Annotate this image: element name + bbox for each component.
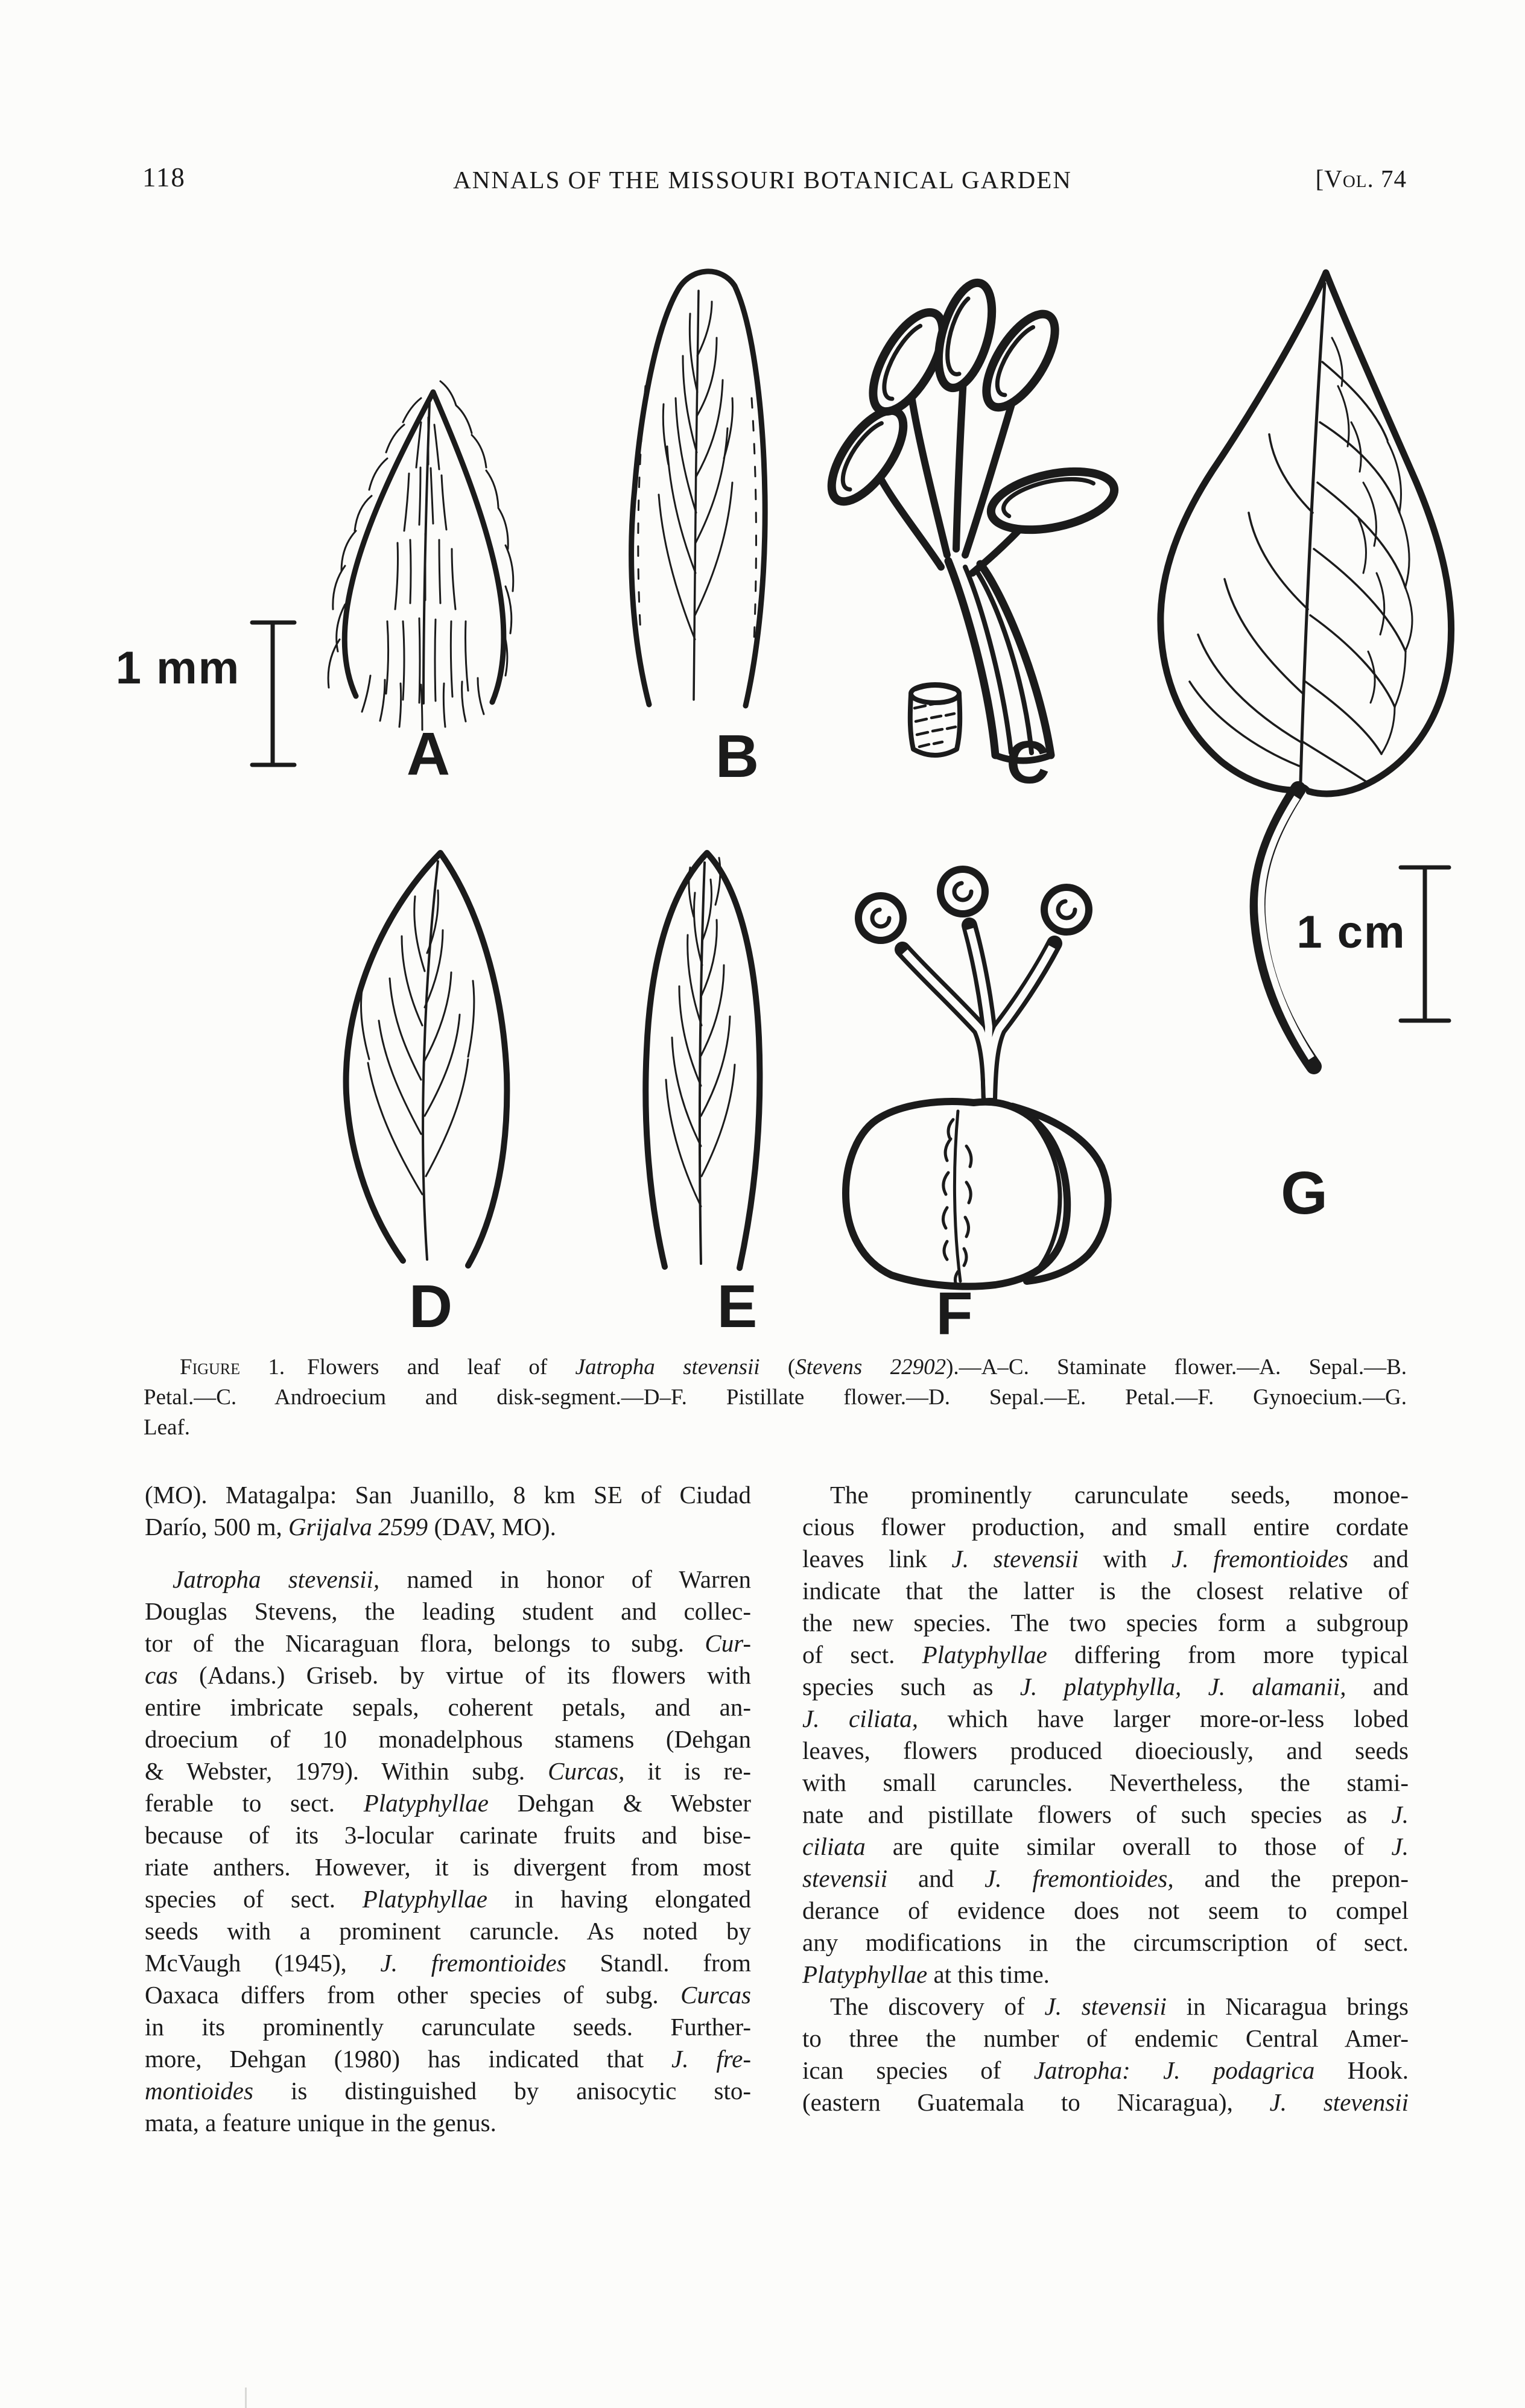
- text-segment: it is re-: [624, 1757, 751, 1785]
- text-segment: ciliata: [802, 1833, 866, 1860]
- text-segment: Oaxaca differs from other species of subg.: [145, 1981, 681, 2009]
- text-segment: seeds with a prominent caruncle. As noted by: [145, 1917, 751, 1945]
- text-line: [802, 2086, 1409, 2118]
- text-segment: McVaugh (1945),: [145, 1949, 381, 1977]
- text-segment: leaves link: [802, 1545, 952, 1573]
- text-segment: J. stevensii: [951, 1545, 1079, 1573]
- volume-label: [Vol. 74: [1315, 165, 1407, 192]
- text-segment: cious flower production, and small entire cordate: [802, 1513, 1409, 1541]
- text-line: [144, 1383, 1407, 1413]
- text-segment: and: [1348, 1545, 1409, 1573]
- text-segment: is distinguished by anisocytic sto-: [253, 2077, 751, 2105]
- figure-label-d: D: [408, 1273, 453, 1340]
- figure-caption: [144, 1352, 1407, 1443]
- text-segment: ferable to sect.: [145, 1789, 364, 1817]
- text-segment: The prominently carunculate seeds, monoe-: [830, 1481, 1409, 1509]
- text-segment: ).—A–C. Staminate flower.—A. Sepal.—B.: [946, 1355, 1407, 1380]
- sepal-a-drawing: [328, 381, 513, 730]
- figure-label-b: B: [715, 723, 759, 790]
- text-line: [145, 1787, 751, 1819]
- text-segment: Leaf.: [144, 1415, 191, 1440]
- text-segment: Douglas Stevens, the leading student and collec-: [145, 1597, 751, 1625]
- text-line: [145, 1564, 751, 1595]
- text-segment: and the prepon-: [1173, 1865, 1409, 1892]
- text-segment: Darío, 500 m,: [145, 1513, 288, 1541]
- gynoecium-f-drawing: [846, 869, 1108, 1287]
- text-segment: to three the number of endemic Central Amer-: [802, 2024, 1409, 2052]
- text-line: [802, 1639, 1409, 1671]
- text-line: [145, 1595, 751, 1627]
- text-segment: at this time.: [927, 1960, 1050, 1988]
- scan-artifact: [245, 2387, 247, 2408]
- text-column-left: [145, 1479, 751, 2139]
- text-segment: J. fremontioides: [1171, 1545, 1349, 1573]
- text-line: [802, 1543, 1409, 1575]
- text-segment: any modifications in the circumscription of sect.: [802, 1928, 1409, 1956]
- figure-label-f: F: [936, 1280, 973, 1348]
- text-line: [145, 1883, 751, 1915]
- scale-label-mm: 1 mm: [115, 642, 241, 694]
- figure-label-a: A: [406, 720, 451, 788]
- text-segment: Cur-: [705, 1629, 751, 1657]
- text-line: [145, 2075, 751, 2107]
- text-line: [802, 1959, 1409, 1991]
- text-line: [145, 1691, 751, 1723]
- text-segment: J. stevensii: [1044, 1992, 1167, 2020]
- text-segment: J. podagrica: [1163, 2056, 1315, 2084]
- text-segment: indicate that the latter is the closest relative of: [802, 1577, 1409, 1605]
- text-line: [802, 1927, 1409, 1959]
- text-segment: differing from more typical: [1047, 1641, 1409, 1668]
- text-segment: ican species of: [802, 2056, 1034, 2084]
- disk-segment-drawing: [910, 685, 960, 755]
- text-line: [802, 1479, 1409, 1511]
- text-segment: J.: [1391, 1833, 1409, 1860]
- page-number: 118: [142, 162, 186, 192]
- text-segment: droecium of 10 monadelphous stamens (Dehgan: [145, 1725, 751, 1753]
- text-line: [145, 1479, 751, 1511]
- text-segment: J. stevensii: [1269, 2088, 1409, 2116]
- text-segment: tor of the Nicaraguan flora, belongs to subg.: [145, 1629, 705, 1657]
- text-segment: Curcas,: [548, 1757, 625, 1785]
- text-line: [802, 1511, 1409, 1543]
- text-segment: (eastern Guatemala to Nicaragua),: [802, 2088, 1270, 2116]
- text-segment: with small caruncles. Nevertheless, the stami-: [802, 1769, 1409, 1796]
- text-segment: in having elongated: [487, 1885, 752, 1913]
- text-segment: with: [1078, 1545, 1172, 1573]
- text-line: [145, 1915, 751, 1947]
- text-segment: (DAV, MO).: [428, 1513, 556, 1541]
- text-segment: Jatropha stevensii: [575, 1355, 760, 1380]
- text-segment: are quite similar overall to those of: [865, 1833, 1392, 1860]
- text-segment: Standl. from: [566, 1949, 751, 1977]
- text-segment: Petal.—C. Androecium and disk-segment.—D–F. Pistillate flower.—D. Sepal.—E. Petal.—F. Gynoecium.—G.: [144, 1385, 1407, 1410]
- text-line: [145, 1723, 751, 1755]
- text-line: [144, 1413, 1407, 1443]
- text-segment: species such as: [802, 1673, 1020, 1700]
- text-line: [145, 1511, 751, 1543]
- text-segment: J. fremontioides,: [984, 1865, 1174, 1892]
- text-segment: leaves, flowers produced dioeciously, and seeds: [802, 1737, 1409, 1764]
- figure-label-e: E: [717, 1273, 758, 1340]
- text-segment: more, Dehgan (1980) has indicated that: [145, 2045, 671, 2073]
- text-segment: Platyphyllae: [362, 1885, 487, 1913]
- text-segment: and: [887, 1865, 985, 1892]
- text-line: [802, 1735, 1409, 1767]
- text-line: [802, 1799, 1409, 1831]
- text-segment: stevensii: [802, 1865, 888, 1892]
- text-segment: Hook.: [1314, 2056, 1409, 2084]
- text-segment: named in honor of Warren: [379, 1565, 751, 1593]
- text-line: [145, 2107, 751, 2139]
- text-segment: riate anthers. However, it is divergent from most: [145, 1853, 751, 1881]
- text-line: [145, 2011, 751, 2043]
- text-segment: Jatropha stevensii,: [173, 1565, 380, 1593]
- text-segment: entire imbricate sepals, coherent petals, and an-: [145, 1693, 751, 1721]
- text-segment: J. fremontioides: [380, 1949, 566, 1977]
- text-segment: Platyphyllae: [922, 1641, 1047, 1668]
- text-segment: J. platyphylla, J. alamanii,: [1019, 1673, 1346, 1700]
- text-line: [145, 1819, 751, 1851]
- text-line: [802, 1607, 1409, 1639]
- text-segment: cas: [145, 1661, 178, 1689]
- journal-title: ANNALS OF THE MISSOURI BOTANICAL GARDEN: [453, 166, 1072, 194]
- text-segment: J. fre-: [671, 2045, 752, 2073]
- text-segment: the new species. The two species form a subgroup: [802, 1609, 1409, 1636]
- text-line: [145, 1979, 751, 2011]
- text-segment: which have larger more-or-less lobed: [918, 1705, 1409, 1732]
- text-segment: species of sect.: [145, 1885, 363, 1913]
- text-line: [802, 1575, 1409, 1607]
- text-segment: nate and pistillate flowers of such species as: [802, 1801, 1392, 1828]
- text-line: [802, 1991, 1409, 2023]
- text-segment: J. ciliata,: [802, 1705, 919, 1732]
- text-line: [144, 1352, 1407, 1383]
- text-line: [802, 1703, 1409, 1735]
- text-segment: The discovery of: [830, 1992, 1045, 2020]
- text-segment: (Adans.) Griseb. by virtue of its flowers with: [177, 1661, 751, 1689]
- text-line: [802, 1831, 1409, 1863]
- text-line: [145, 1627, 751, 1659]
- scale-label-cm: 1 cm: [1296, 907, 1406, 958]
- text-segment: Stevens 22902: [795, 1355, 946, 1380]
- figure-label-g: G: [1281, 1159, 1328, 1227]
- text-line: [145, 2043, 751, 2075]
- anther-icon: [986, 461, 1120, 539]
- text-segment: in its prominently carunculate seeds. Further-: [145, 2013, 751, 2041]
- text-segment: mata, a feature unique in the genus.: [145, 2109, 496, 2137]
- scale-bar-cm: [1401, 867, 1449, 1021]
- text-segment: Figure 1.: [180, 1355, 285, 1380]
- text-line: [145, 1755, 751, 1787]
- text-segment: Jatropha:: [1033, 2056, 1130, 2084]
- anther-icon: [818, 399, 916, 513]
- androecium-c-drawing: [818, 277, 1119, 761]
- text-segment: Platyphyllae: [802, 1960, 928, 1988]
- text-segment: & Webster, 1979). Within subg.: [145, 1757, 548, 1785]
- text-line: [802, 2055, 1409, 2086]
- text-line: [145, 1659, 751, 1691]
- text-segment: derance of evidence does not seem to compel: [802, 1896, 1409, 1924]
- text-line: [145, 1851, 751, 1883]
- text-line: [802, 2023, 1409, 2055]
- petal-e-drawing: [645, 853, 759, 1268]
- text-segment: in Nicaragua brings: [1166, 1992, 1409, 2020]
- text-segment: Grijalva 2599: [288, 1513, 428, 1541]
- scale-bar-mm: [252, 623, 294, 765]
- text-line: [802, 1767, 1409, 1799]
- text-line: [802, 1863, 1409, 1895]
- text-segment: and: [1346, 1673, 1409, 1700]
- sepal-d-drawing: [346, 853, 507, 1266]
- text-line: [145, 1947, 751, 1979]
- text-segment: Dehgan & Webster: [488, 1789, 751, 1817]
- text-segment: Flowers and leaf of: [285, 1355, 575, 1380]
- petal-b-drawing: [632, 271, 766, 706]
- text-column-right: [802, 1479, 1409, 2118]
- text-line: [802, 1671, 1409, 1703]
- text-segment: (MO). Matagalpa: San Juanillo, 8 km SE of Ciudad: [145, 1481, 751, 1509]
- text-segment: because of its 3-locular carinate fruits and bise-: [145, 1821, 751, 1849]
- text-segment: Platyphyllae: [363, 1789, 489, 1817]
- figure-label-c: C: [1006, 729, 1050, 796]
- text-segment: of sect.: [802, 1641, 922, 1668]
- text-segment: J.: [1391, 1801, 1409, 1828]
- text-segment: (: [759, 1355, 796, 1380]
- text-segment: [1130, 2056, 1163, 2084]
- text-segment: montioides: [145, 2077, 253, 2105]
- text-line: [802, 1895, 1409, 1927]
- text-segment: Curcas: [680, 1981, 751, 2009]
